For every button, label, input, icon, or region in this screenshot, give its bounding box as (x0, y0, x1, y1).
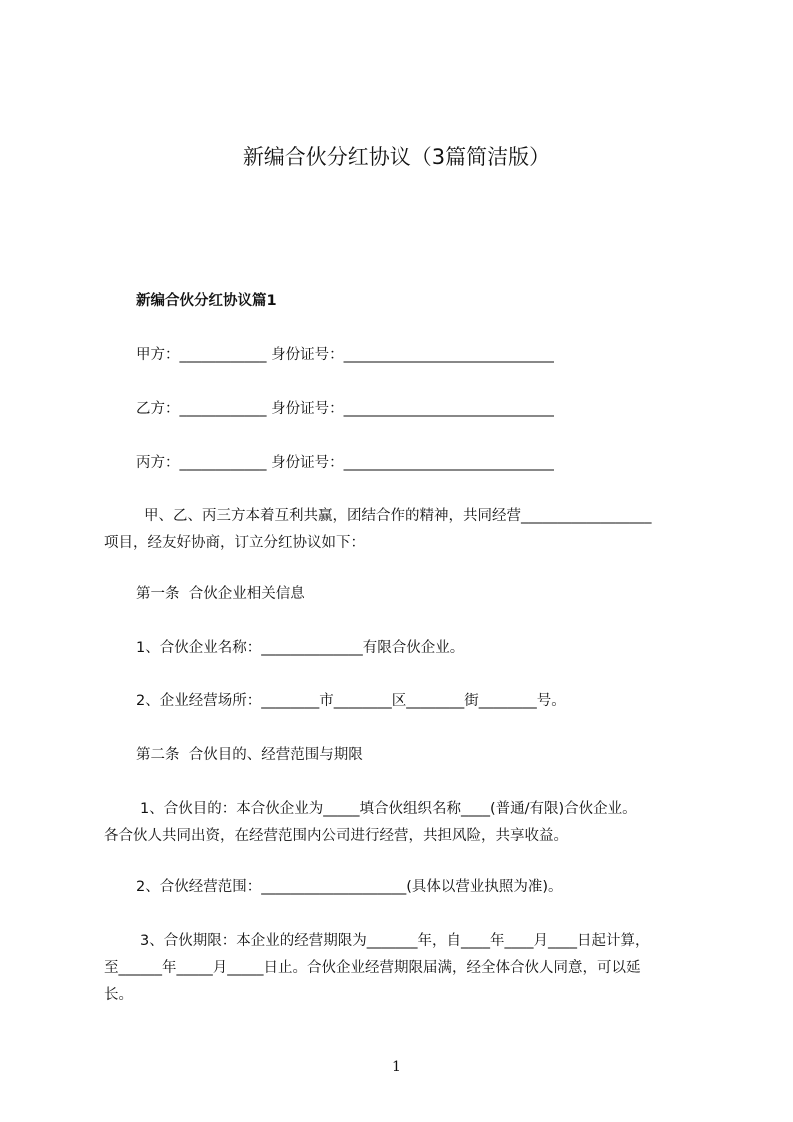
party-b-line: 乙方：____________ 身份证号：_____________________________ (136, 401, 554, 417)
article-2-item-3-line-2: 至______年_____月_____日止。合伙企业经营期限届满，经全体合伙人同意，可以延 (104, 960, 641, 976)
article-2-item-1-line-1: 1、合伙目的：本合伙企业为_____填合伙组织名称____(普通/有限)合伙企业。 (140, 801, 637, 817)
article-2-item-1-line-2: 各合伙人共同出资，在经营范围内公司进行经营，共担风险，共享收益。 (104, 828, 568, 844)
page-number: 1 (392, 1059, 401, 1075)
article-2-item-2: 2、合伙经营范围：____________________(具体以营业执照为准)。 (136, 879, 563, 895)
party-c-line: 丙方：____________ 身份证号：_____________________________ (136, 455, 554, 471)
article-1-item-2: 2、企业经营场所：________市________区________街________号。 (136, 693, 566, 709)
article-1-heading: 第一条 合伙企业相关信息 (136, 586, 305, 602)
article-2-heading: 第二条 合伙目的、经营范围与期限 (136, 747, 363, 763)
article-2-item-3-line-3: 长。 (104, 987, 133, 1003)
intro-paragraph-line-2: 项目，经友好协商，订立分红协议如下： (104, 535, 365, 551)
intro-paragraph-line-1: 甲、乙、丙三方本着互利共赢，团结合作的精神，共同经营__________________ (144, 508, 652, 524)
article-2-item-3-line-1: 3、合伙期限：本企业的经营期限为_______年，自____年____月____日起计算， (140, 933, 650, 949)
party-a-line: 甲方：____________ 身份证号：_____________________________ (136, 347, 554, 363)
document-title: 新编合伙分红协议（3篇简洁版） (242, 145, 551, 169)
section-heading: 新编合伙分红协议篇1 (136, 293, 277, 309)
article-1-item-1: 1、合伙企业名称：______________有限合伙企业。 (136, 640, 465, 656)
